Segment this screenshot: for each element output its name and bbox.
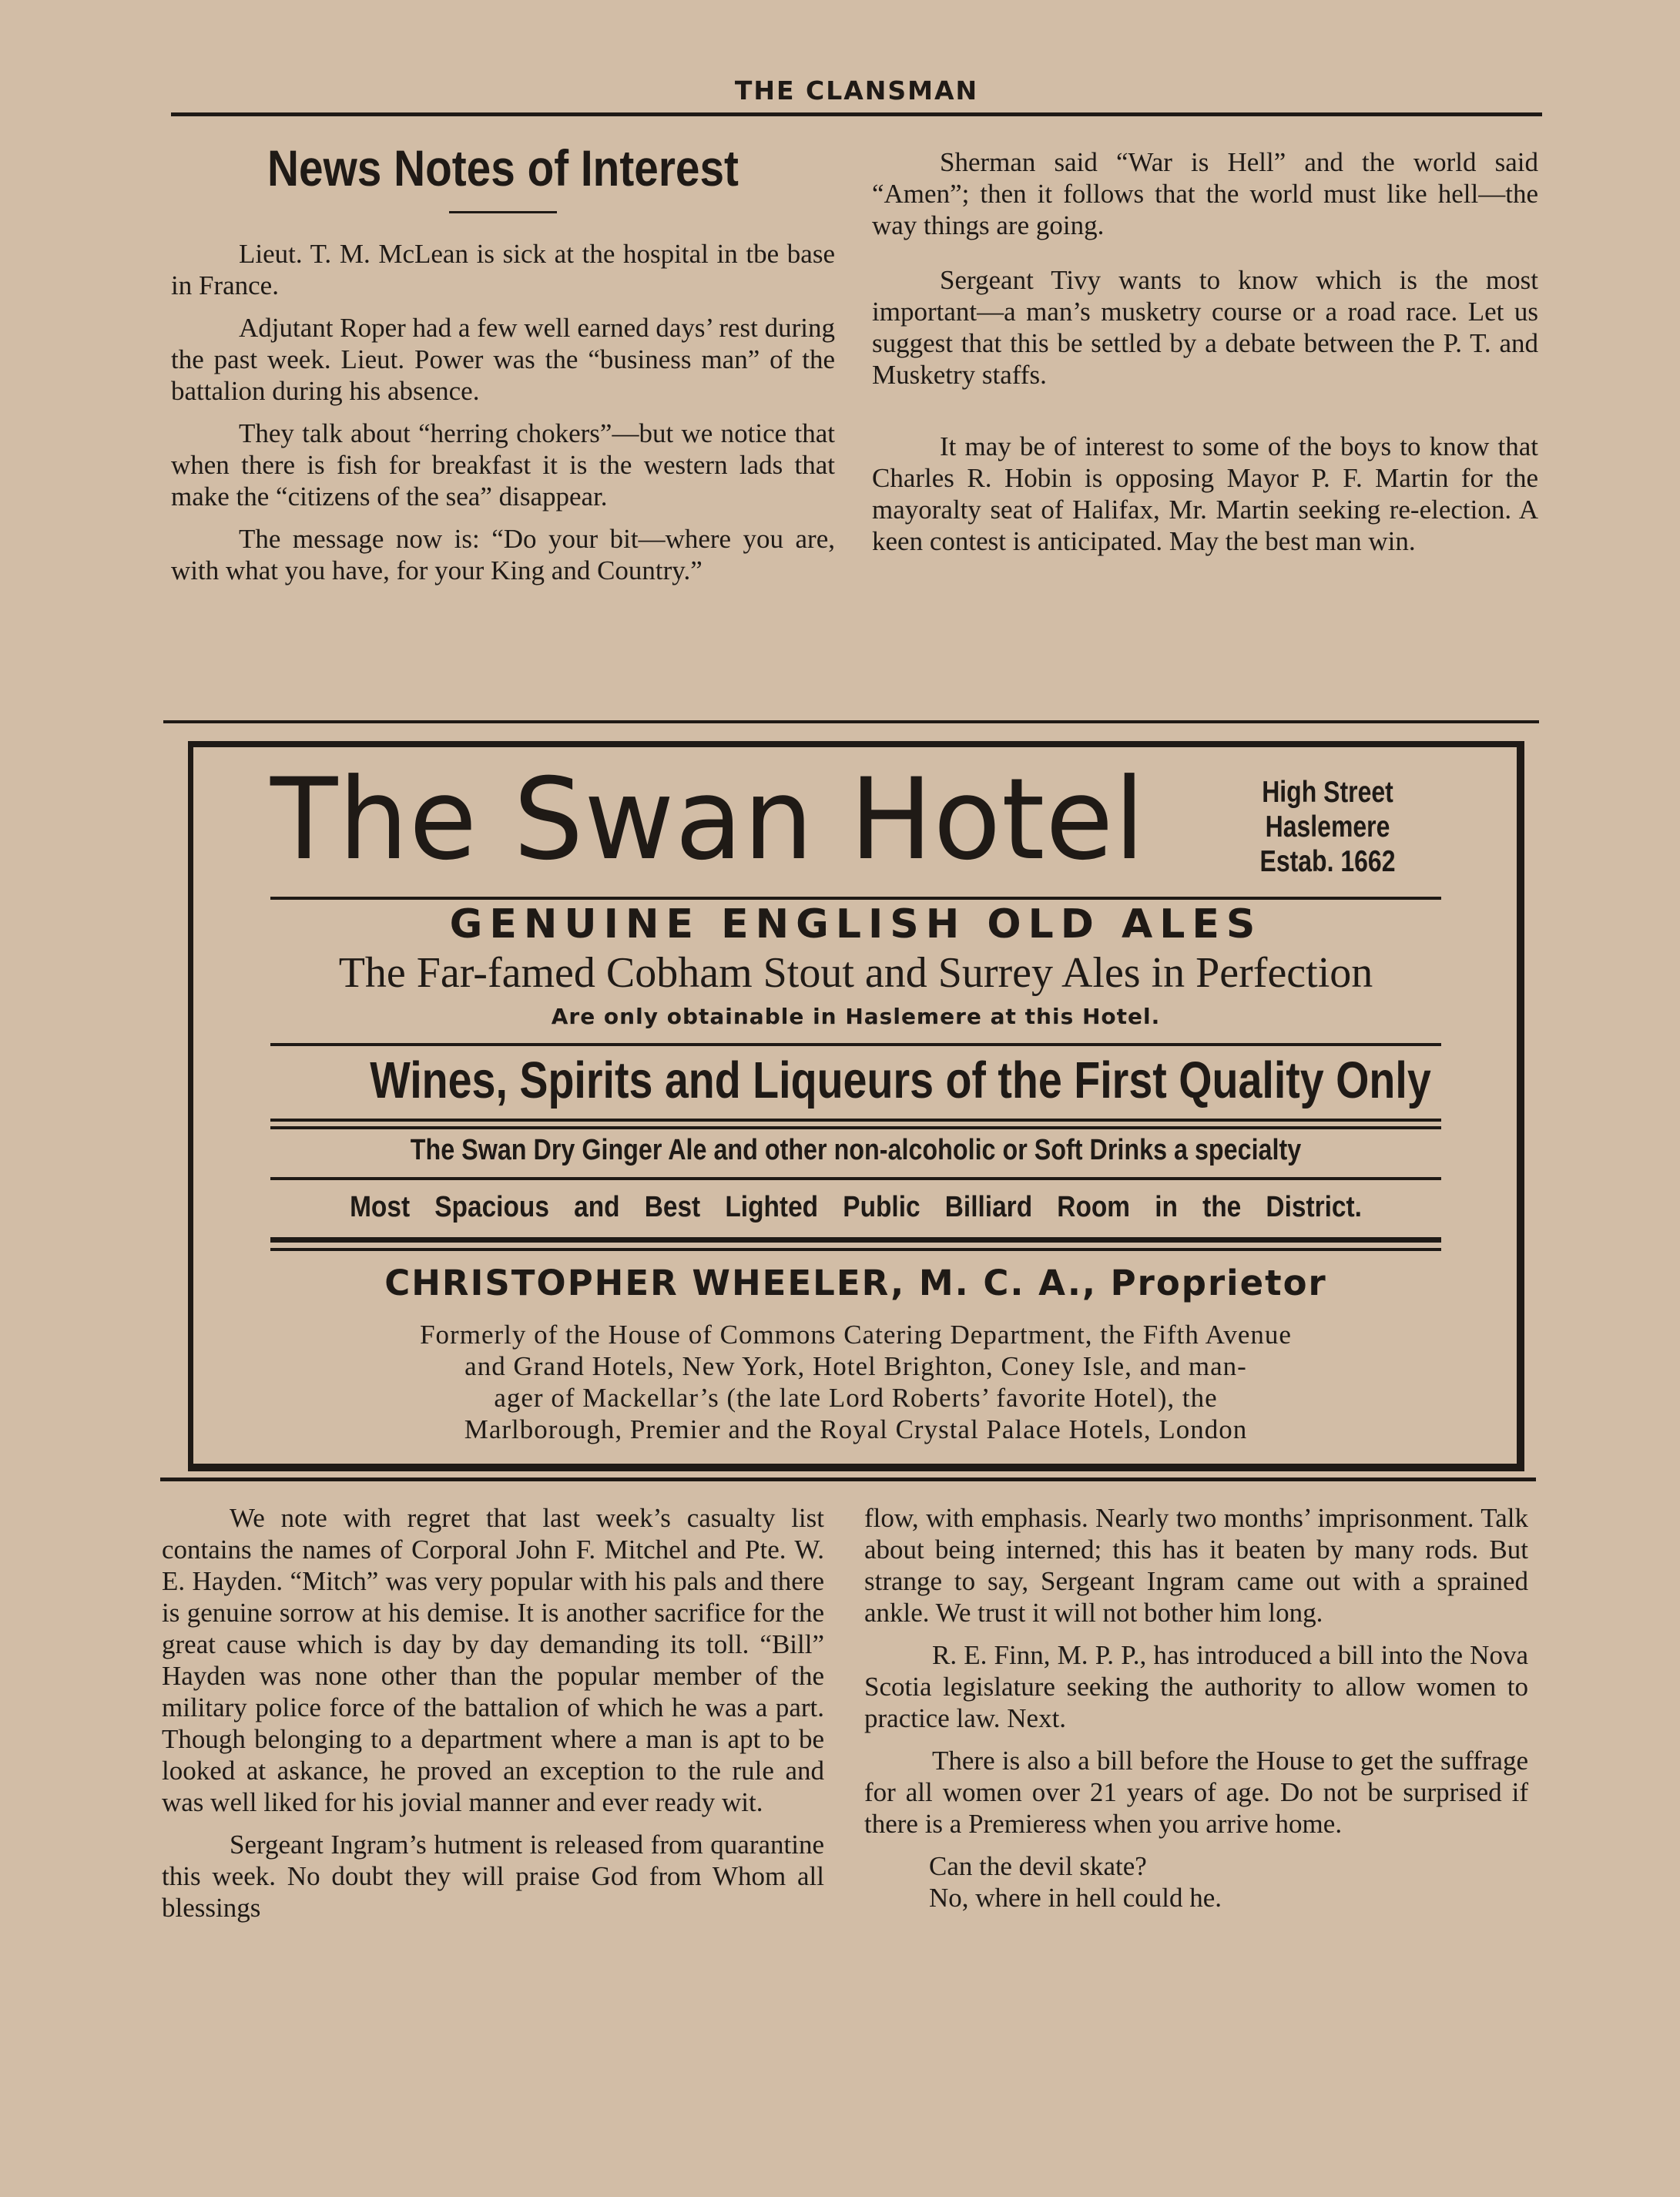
- proprietor-line: CHRISTOPHER WHEELER, M. C. A., Proprietor: [384, 1263, 1327, 1303]
- address-line: High Street: [1262, 776, 1393, 809]
- swan-hotel-advertisement: [188, 741, 1524, 1471]
- ad-divider: [270, 1043, 1441, 1046]
- masthead-rule: [171, 112, 1542, 116]
- news-paragraph: Lieut. T. M. McLean is sick at the hospital in tbe base in France.: [171, 239, 835, 300]
- wines-line: Wines, Spirits and Liqueurs of the First Quality Only: [370, 1052, 1431, 1109]
- hotel-address: [1235, 775, 1421, 879]
- history-line: and Grand Hotels, New York, Hotel Brighton, Coney Isle, and man-: [464, 1351, 1247, 1381]
- obtainable-line: Are only obtainable in Haslemere at this Hotel.: [551, 1004, 1161, 1029]
- title-divider: [449, 211, 557, 213]
- news-paragraph: The message now is: “Do your bit—where you are, with what you have, for your King and Country.”: [171, 524, 835, 585]
- news-paragraph: Sergeant Tivy wants to know which is the most important—a man’s musketry course or a road race. Let us suggest that this be settled by a debate between the P. T. and Musketry staffs.: [872, 265, 1538, 390]
- ad-divider: [270, 1126, 1441, 1129]
- history-line: ager of Mackellar’s (the late Lord Roberts’ favorite Hotel), the: [494, 1383, 1218, 1413]
- news-paragraph: There is also a bill before the House to get the suffrage for all women over 21 years of age. Do not be surprised if there is a Premieress when you arrive home.: [864, 1746, 1528, 1839]
- billiard-line: Most Spacious and Best Lighted Public Billiard Room in the District.: [350, 1191, 1362, 1223]
- ad-divider: [270, 1119, 1441, 1122]
- news-paragraph: Adjutant Roper had a few well earned days’ rest during the past week. Lieut. Power was the “business man” of the battalion during his absence.: [171, 313, 835, 406]
- ginger-ale-line: The Swan Dry Ginger Ale and other non-alcoholic or Soft Drinks a specialty: [410, 1134, 1302, 1166]
- news-paragraph: Sergeant Ingram’s hutment is released from quarantine this week. No doubt they will praise God from Whom all blessings: [162, 1830, 824, 1923]
- proprietor-history: [270, 1319, 1441, 1445]
- cobham-line: The Far-famed Cobham Stout and Surrey Ales in Perfection: [338, 949, 1373, 997]
- bottom-column-left: [162, 1502, 824, 1934]
- history-line: Formerly of the House of Commons Catering Department, the Fifth Avenue: [420, 1320, 1292, 1350]
- ad-divider: [270, 897, 1441, 900]
- ad-divider: [270, 1237, 1441, 1243]
- news-title: News Notes of Interest: [267, 139, 739, 196]
- news-column-right: [872, 146, 1538, 580]
- joke-answer: No, where in hell could he.: [929, 1883, 1222, 1913]
- news-column-left: [171, 139, 835, 597]
- address-line: Estab. 1662: [1259, 845, 1396, 878]
- news-paragraph: Sherman said “War is Hell” and the world said “Amen”; then it follows that the world must like hell—the way things are going.: [872, 147, 1538, 240]
- joke-question: Can the devil skate?: [929, 1851, 1147, 1881]
- news-paragraph: It may be of interest to some of the boys to know that Charles R. Hobin is opposing Mayor P. F. Martin for the mayoralty seat of Halifax, Mr. Martin seeking re-election. A keen contest is anticipated. May the best man win.: [872, 431, 1538, 556]
- news-paragraph: They talk about “herring chokers”—but we notice that when there is fish for breakfast it is the western lads that make the “citizens of the sea” disappear.: [171, 418, 835, 512]
- ad-divider: [270, 1177, 1441, 1180]
- section-rule: [163, 720, 1539, 723]
- masthead: THE CLANSMAN: [734, 75, 979, 106]
- news-paragraph: flow, with emphasis. Nearly two months’ imprisonment. Talk about being interned; this has it beaten by many rods. But strange to say, Sergeant Ingram came out with a sprained ankle. We trust it will not bother him long.: [864, 1503, 1528, 1628]
- news-paragraph: R. E. Finn, M. P. P., has introduced a bill into the Nova Scotia legislature seeking the authority to allow women to practice law. Next.: [864, 1640, 1528, 1733]
- history-line: Marlborough, Premier and the Royal Crystal Palace Hotels, London: [464, 1414, 1248, 1444]
- news-paragraph: We note with regret that last week’s casualty list contains the names of Corporal John F. Mitchel and Pte. W. E. Hayden. “Mitch” was very popular with his pals and there is genuine sorrow at his demise. It is another sacrifice for the great cause which is day by day demanding its toll. “Bill” Hayden was none other than the popular member of the military police force of the battalion of which he was a part. Though belonging to a department where a man is apt to be looked at askance, he proved an exception to the rule and was well liked for his jovial manner and ever ready wit.: [162, 1503, 824, 1817]
- ales-heading: GENUINE ENGLISH OLD ALES: [449, 901, 1263, 948]
- hotel-name: The Swan Hotel: [270, 754, 1146, 885]
- ad-divider: [270, 1248, 1441, 1251]
- address-line: Haslemere: [1265, 810, 1390, 844]
- bottom-column-right: [864, 1502, 1528, 1914]
- section-rule: [160, 1478, 1536, 1481]
